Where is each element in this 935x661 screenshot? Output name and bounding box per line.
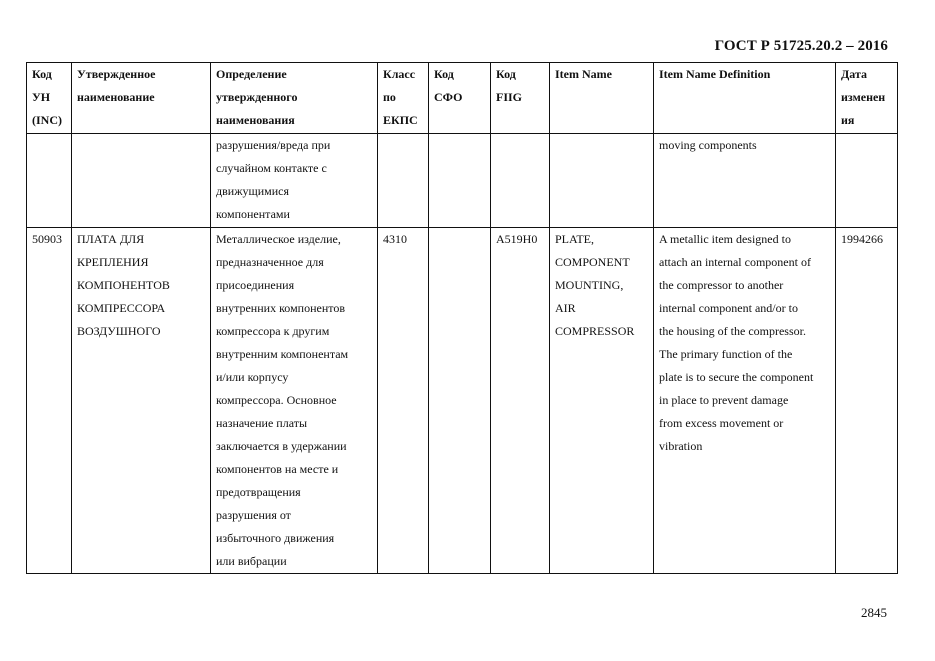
cell-line: случайном контакте с: [216, 161, 327, 175]
cell-ekps-class: [378, 134, 429, 228]
cell-line: moving components: [659, 138, 757, 152]
cell-line: предназначенное для: [216, 255, 324, 269]
cell-ekps-class: [378, 228, 429, 574]
cell-line: ЕКПС: [383, 113, 418, 127]
cell-line: Металлическое изделие,: [216, 232, 341, 246]
header-row: [27, 63, 898, 134]
cell-name-definition: [211, 228, 378, 574]
cell-line: Код: [496, 67, 516, 81]
cell-line: The primary function of the: [659, 347, 793, 361]
cell-line: AIR: [555, 301, 576, 315]
cell-line: A519H0: [496, 232, 538, 246]
cell-line: 50903: [32, 232, 62, 246]
col-header-change-date: [836, 63, 898, 134]
cell-line: присоединения: [216, 278, 295, 292]
cell-line: FIIG: [496, 90, 523, 104]
cell-line: наименование: [77, 90, 155, 104]
cell-line: the compressor to another: [659, 278, 784, 292]
col-header-fiig-code: [491, 63, 550, 134]
cell-line: по: [383, 90, 396, 104]
cell-sfo-code: [429, 134, 491, 228]
cell-line: внутренним компонентам: [216, 347, 349, 361]
cell-line: plate is to secure the component: [659, 370, 814, 384]
cell-line: изменен: [841, 90, 886, 104]
col-header-sfo-code: [429, 63, 491, 134]
cell-line: КОМПОНЕНТОВ: [77, 278, 170, 292]
cell-line: COMPRESSOR: [555, 324, 635, 338]
cell-line: движущимися: [216, 184, 290, 198]
cell-line: from excess movement or: [659, 416, 784, 430]
cell-line: ПЛАТА ДЛЯ: [77, 232, 145, 246]
document-header: ГОСТ Р 51725.20.2 – 2016: [714, 38, 888, 54]
cell-fiig-code: [491, 228, 550, 574]
cell-line: A metallic item designed to: [659, 232, 791, 246]
cell-line: Класс: [383, 67, 416, 81]
cell-line: и/или корпусу: [216, 370, 289, 384]
cell-line: COMPONENT: [555, 255, 630, 269]
col-header-ekps-class: [378, 63, 429, 134]
cell-line: КРЕПЛЕНИЯ: [77, 255, 149, 269]
cell-line: компонентами: [216, 207, 290, 221]
cell-name-definition: [211, 134, 378, 228]
cell-item-name-definition: [654, 228, 836, 574]
cell-line: Определение: [216, 67, 287, 81]
cell-inc: [27, 134, 72, 228]
col-header-item-name: [550, 63, 654, 134]
cell-item-name: [550, 134, 654, 228]
cell-line: СФО: [434, 90, 463, 104]
cell-line: the housing of the compressor.: [659, 324, 806, 338]
cell-line: Item Name: [555, 67, 612, 81]
col-header-name-definition: [211, 63, 378, 134]
cell-inc: [27, 228, 72, 574]
cell-line: Утвержденное: [77, 67, 156, 81]
cell-line: утвержденного: [216, 90, 298, 104]
cell-line: PLATE,: [555, 232, 594, 246]
cell-item-name-definition: [654, 134, 836, 228]
cell-line: заключается в удержании: [216, 439, 347, 453]
col-header-approved-name: [72, 63, 211, 134]
cell-change-date: [836, 134, 898, 228]
cell-line: разрушения от: [216, 508, 291, 522]
cell-line: УН: [32, 90, 51, 104]
catalog-table: [26, 62, 898, 574]
cell-line: 4310: [383, 232, 407, 246]
cell-line: компрессора. Основное: [216, 393, 337, 407]
cell-line: предотвращения: [216, 485, 301, 499]
cell-line: Дата: [841, 67, 867, 81]
cell-line: назначение платы: [216, 416, 308, 430]
cell-line: компрессора к другим: [216, 324, 330, 338]
cell-line: attach an internal component of: [659, 255, 811, 269]
cell-line: наименования: [216, 113, 295, 127]
cell-approved-name: [72, 134, 211, 228]
cell-line: MOUNTING,: [555, 278, 624, 292]
col-header-item-name-definition: [654, 63, 836, 134]
cell-line: ВОЗДУШНОГО: [77, 324, 161, 338]
cell-line: КОМПРЕССОРА: [77, 301, 166, 315]
table-row: [27, 134, 898, 228]
cell-line: vibration: [659, 439, 703, 453]
page-number: 2845: [861, 605, 887, 620]
cell-line: ия: [841, 113, 855, 127]
cell-line: Item Name Definition: [659, 67, 771, 81]
cell-line: компонентов на месте и: [216, 462, 339, 476]
cell-line: избыточного движения: [216, 531, 335, 545]
cell-sfo-code: [429, 228, 491, 574]
cell-line: Код: [32, 67, 52, 81]
table-row: [27, 228, 898, 574]
cell-line: (INC): [32, 113, 62, 127]
cell-item-name: [550, 228, 654, 574]
cell-line: internal component and/or to: [659, 301, 798, 315]
cell-line: Код: [434, 67, 454, 81]
cell-line: или вибрации: [216, 554, 287, 568]
cell-line: in place to prevent damage: [659, 393, 789, 407]
cell-change-date: [836, 228, 898, 574]
cell-line: 1994266: [841, 232, 883, 246]
cell-line: внутренних компонентов: [216, 301, 345, 315]
cell-approved-name: [72, 228, 211, 574]
col-header-inc: [27, 63, 72, 134]
cell-line: разрушения/вреда при: [216, 138, 331, 152]
cell-fiig-code: [491, 134, 550, 228]
